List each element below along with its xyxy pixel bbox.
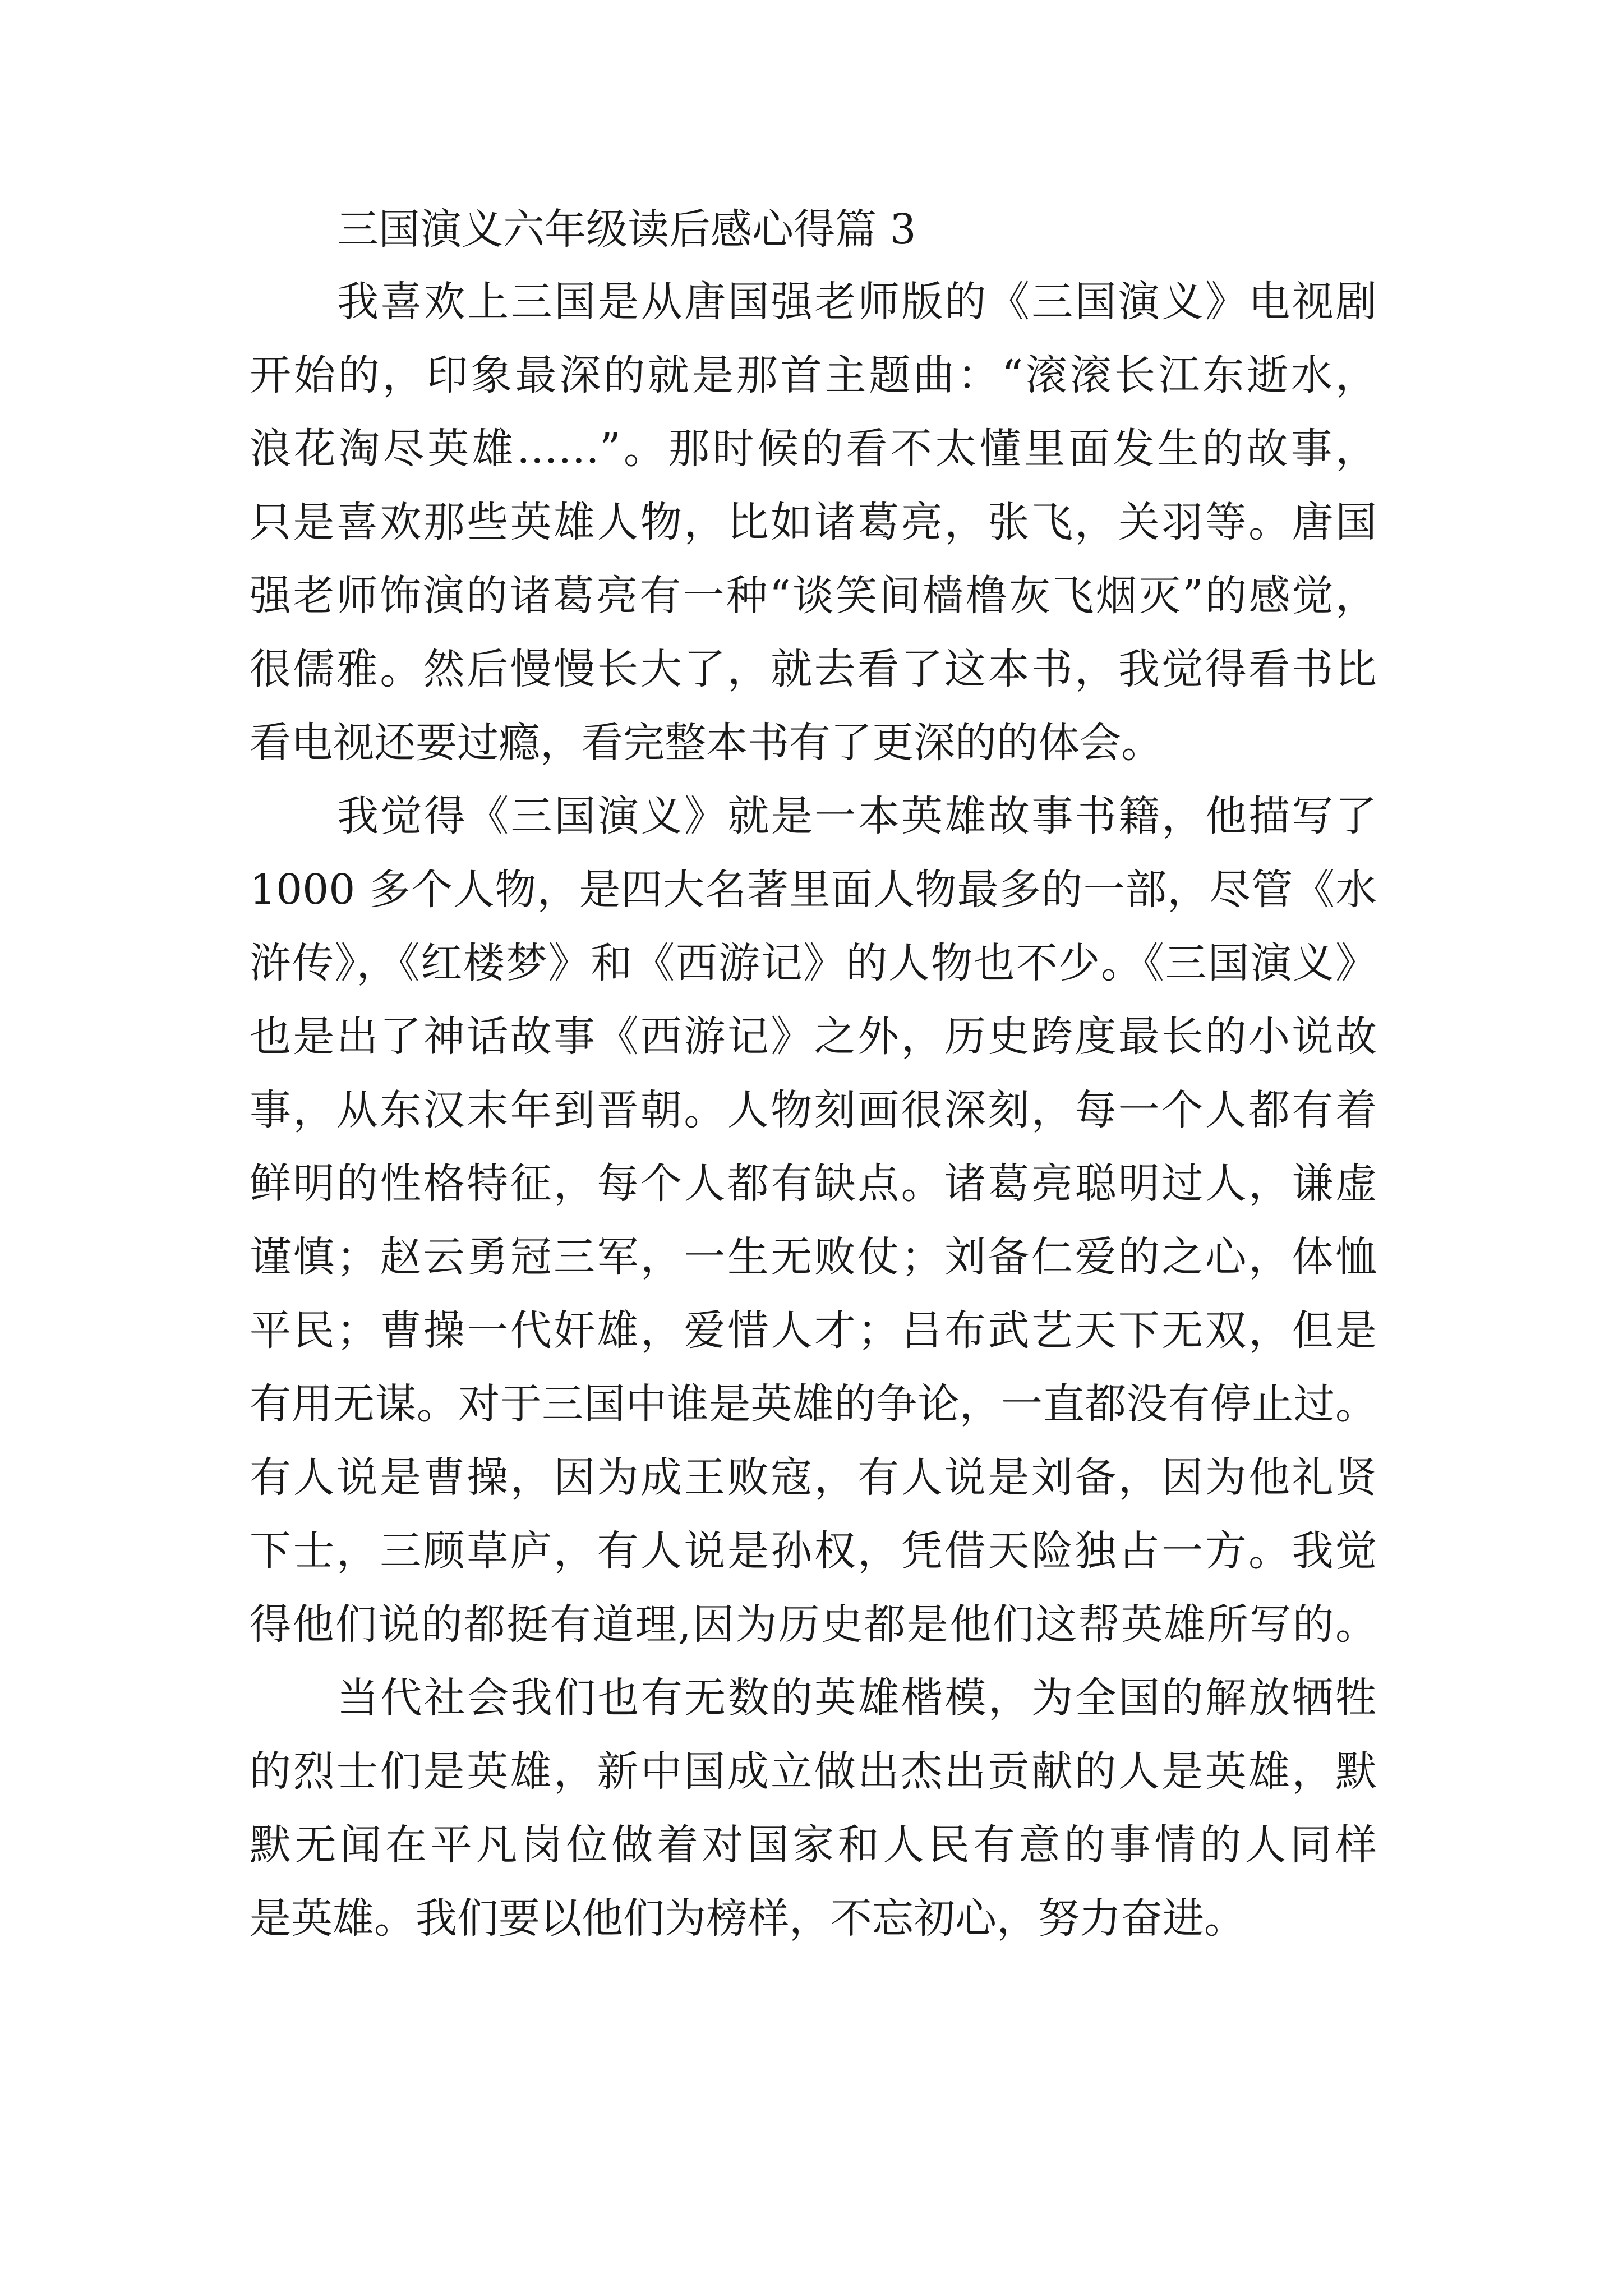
paragraph-line: 强老师饰演的诸葛亮有一种“谈笑间樯橹灰飞烟灭”的感觉， bbox=[250, 572, 1377, 620]
paragraph-line: 下士，三顾草庐，有人说是孙权，凭借天险独占一方。我觉 bbox=[250, 1527, 1377, 1575]
document-body bbox=[250, 194, 1377, 1955]
paragraph-2 bbox=[250, 780, 1377, 1662]
paragraph-line: 很儒雅。然后慢慢长大了，就去看了这本书，我觉得看书比 bbox=[250, 645, 1377, 693]
paragraph-line: 得他们说的都挺有道理,因为历史都是他们这帮英雄所写的。 bbox=[250, 1600, 1377, 1649]
paragraph-line: 我喜欢上三国是从唐国强老师版的《三国演义》电视剧 bbox=[337, 278, 1377, 326]
paragraph-line: 有用无谋。对于三国中谁是英雄的争论，一直都没有停止过。 bbox=[250, 1380, 1377, 1428]
paragraph-3 bbox=[250, 1662, 1377, 1955]
paragraph-line: 浪花淘尽英雄……”。那时候的看不太懂里面发生的故事， bbox=[250, 425, 1377, 473]
paragraph-line: 当代社会我们也有无数的英雄楷模，为全国的解放牺牲 bbox=[337, 1674, 1377, 1722]
paragraph-line: 鲜明的性格特征，每个人都有缺点。诸葛亮聪明过人，谦虚 bbox=[250, 1159, 1377, 1208]
paragraph-line: 我觉得《三国演义》就是一本英雄故事书籍，他描写了 bbox=[337, 792, 1377, 840]
paragraph-1 bbox=[250, 265, 1377, 780]
paragraph-line: 的烈士们是英雄，新中国成立做出杰出贡献的人是英雄，默 bbox=[250, 1747, 1377, 1796]
paragraph-line: 浒传》，《红楼梦》和《西游记》的人物也不少。《三国演义》 bbox=[250, 939, 1377, 987]
paragraph-line: 事，从东汉末年到晋朝。人物刻画很深刻，每一个人都有着 bbox=[250, 1086, 1377, 1134]
paragraph-line: 看电视还要过瘾，看完整本书有了更深的的体会。 bbox=[250, 719, 1163, 767]
paragraph-line: 也是出了神话故事《西游记》之外，历史跨度最长的小说故 bbox=[250, 1013, 1377, 1061]
paragraph-line: 1000 多个人物，是四大名著里面人物最多的一部，尽管《水 bbox=[250, 866, 1377, 914]
paragraph-line: 默无闻在平凡岗位做着对国家和人民有意的事情的人同样 bbox=[250, 1821, 1377, 1869]
paragraph-line: 有人说是曹操，因为成王败寇，有人说是刘备，因为他礼贤 bbox=[250, 1453, 1377, 1502]
paragraph-line: 平民；曹操一代奸雄，爱惜人才；吕布武艺天下无双，但是 bbox=[250, 1306, 1377, 1355]
paragraph-line: 是英雄。我们要以他们为榜样，不忘初心，努力奋进。 bbox=[250, 1894, 1246, 1943]
paragraph-line: 只是喜欢那些英雄人物，比如诸葛亮，张飞，关羽等。唐国 bbox=[250, 498, 1377, 546]
paragraph-line: 开始的，印象最深的就是那首主题曲：“滚滚长江东逝水， bbox=[250, 351, 1377, 399]
paragraph-line: 谨慎；赵云勇冠三军，一生无败仗；刘备仁爱的之心，体恤 bbox=[250, 1233, 1377, 1281]
document-heading: 三国演义六年级读后感心得篇 3 bbox=[337, 205, 916, 254]
